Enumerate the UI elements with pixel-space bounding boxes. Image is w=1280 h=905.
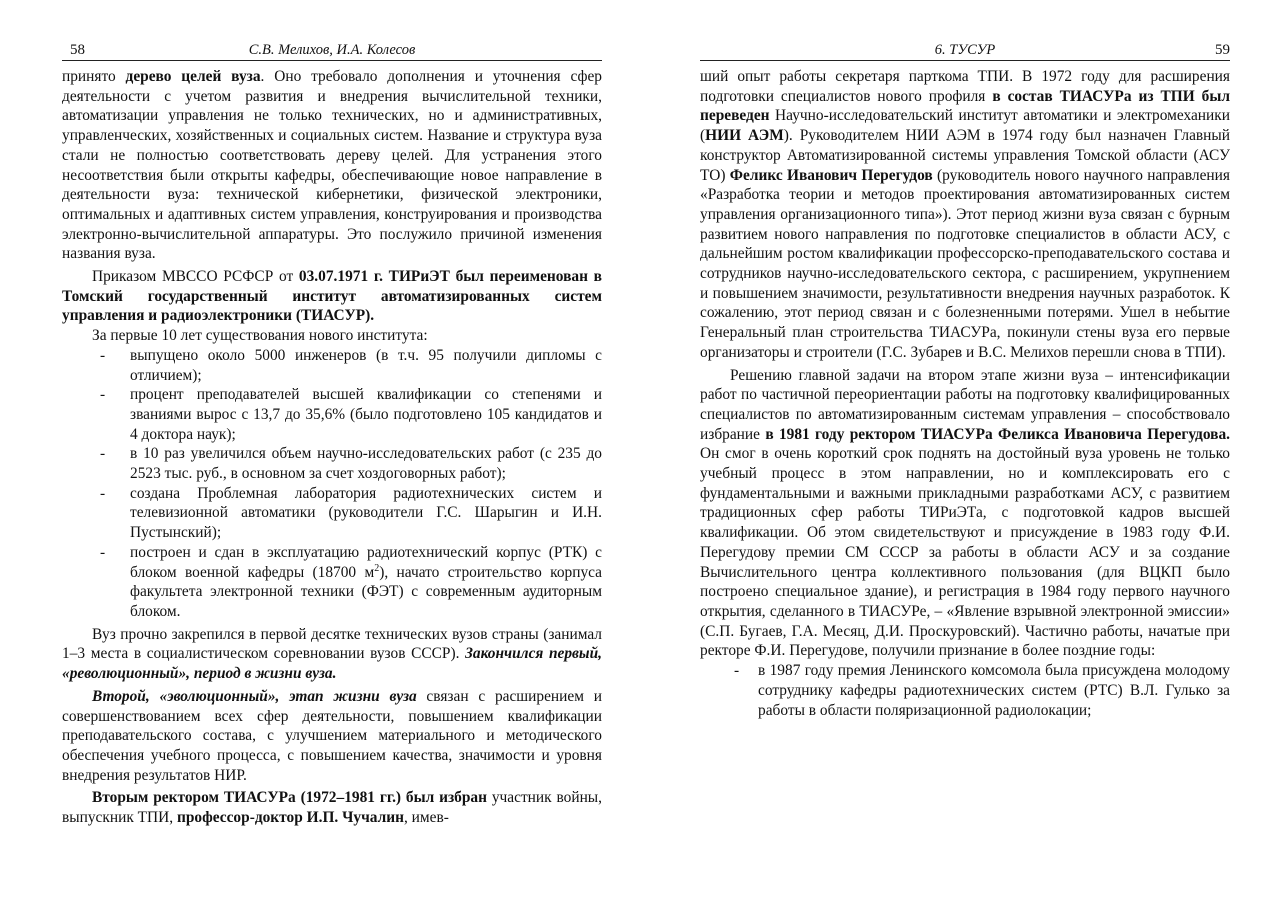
text-run: участник войны, выпускник ТПИ,	[62, 789, 602, 827]
paragraph	[700, 67, 1230, 363]
text-run: в 10 раз увеличился объем научно-исследовательских работ (с 235 до 2523 тыс. руб., в основном за счет хоздоговорных работ);	[130, 445, 602, 483]
text-run: НИИ АЭМ	[705, 127, 784, 145]
text-run: в 1981 году ректором ТИАСУРа Феликса Ивановича Перегудова.	[765, 425, 1230, 443]
right-page-body	[700, 67, 1230, 720]
page-number: 58	[70, 42, 85, 58]
text-run: Второй, «эволюционный», этап жизни вуза	[92, 687, 417, 705]
list-item	[62, 543, 602, 622]
left-page	[62, 36, 602, 828]
paragraph	[700, 366, 1230, 662]
text-run: , имев-	[403, 809, 449, 827]
text-run: связан с расширением и совершенствованием всех сфер деятельности, повышением квалификации преподавательского состава, с улучшением материального и методического обеспечения учебного процесса, с повышением качества, значимости и уровня внедрения результатов НИР.	[62, 687, 602, 784]
text-run: Приказом МВССО РСФСР от	[92, 268, 299, 286]
text-run: Вуз прочно закрепился в первой десятке технических вузов страны (занимал 1–3 места в социалистическом соревновании вузов СССР).	[62, 625, 602, 663]
text-run: ). Руководителем НИИ АЭМ в 1974 году был назначен Главный конструктор Автоматизированной системы управления Томской области (АСУ ТО)	[700, 127, 1230, 184]
paragraph	[62, 326, 602, 346]
paragraph	[62, 267, 602, 326]
list-item	[62, 484, 602, 543]
bullet-list	[700, 661, 1230, 720]
text-run: Феликс Иванович Перегудов	[729, 166, 933, 184]
text-run: принято	[62, 68, 126, 85]
left-page-body	[62, 67, 602, 828]
text-run: ший опыт работы секретаря парткома ТПИ. В 1972 году для расширения подготовки специалистов нового профиля	[700, 68, 1230, 105]
list-item	[700, 661, 1230, 720]
text-run: . Оно требовало дополнения и уточнения сфер деятельности с учетом развития и внедрения вычислительной техники, автоматизации управления не только технических, но и административных, управленческих, хозяйственных и социальных систем. Название и структура вуза стали не полностью соответствовать дереву целей. Для устранения этого несоответствия были открыты кафедры, обеспечивающие новое направление в деятельности вуза: технической кибернетики, физической электроники, оптимальных и адаптивных систем управления, конструирования и производства электронно-вычислительной аппаратуры. Это послужило причиной изменения названия вуза.	[62, 68, 602, 263]
running-head: С.В. Мелихов, И.А. Колесов	[248, 42, 416, 58]
page-number: 59	[1215, 42, 1230, 58]
text-run: Решению главной задачи на втором этапе жизни вуза – интенсификации работ по частичной переориентации работы на подготовку квалифицированных специалистов по автоматизированным системам управления – способствовало избрание	[700, 366, 1230, 443]
text-run: построен и сдан в эксплуатацию радиотехнический корпус (РТК) с блоком военной кафедры (18700 м	[130, 543, 602, 581]
text-run: Научно-исследовательский институт автоматики и электромеханики (	[700, 107, 1230, 145]
running-head: 6. ТУСУР	[934, 42, 996, 58]
text-run: Он смог в очень короткий срок поднять на достойный вуза уровень не только учебный процесс в этом направлении, но и комплексировать его с фундаментальными и важными прикладными разработками АСУ, с развитием традиционных сфер работы ТИРиЭТа, с подготовкой кадров высшей квалификации. Об этом свидетельствуют и присуждение в 1983 году Ф.И. Перегудову премии СМ СССР за работы в области АСУ и за создание Вычислительного центра коллективного пользования (для ВЦКП было построено специальное здание), и регистрация в 1984 году первого научного открытия, сделанного в ТИАСУРе, – «Явление взрывной электронной эмиссии» (С.П. Бугаев, Г.А. Месяц, Д.И. Проскуровский). Частично работы, начатые при ректоре Ф.И. Перегудове, получили признание в более поздние годы:	[700, 445, 1230, 660]
text-run: За первые 10 лет существования нового института:	[92, 327, 428, 345]
list-item	[62, 444, 602, 483]
bullet-list	[62, 346, 602, 622]
text-run: Закончился первый, «революционный», период в жизни вуза.	[62, 645, 603, 683]
superscript: 2	[374, 562, 380, 574]
text-run: (руководитель нового научного направления «Разработка теории и методов проектирования автоматизированных систем управления организационного типа»). Этот период жизни вуза связан с бурным развитием нового направления по подготовке специалистов в области АСУ, с дальнейшим ростом квалификации профессорско-преподавательского состава и сотрудников научно-исследовательского сектора, с расширением, укрупнением и повышением значимости, результативности внедрения научных разработок. К сожалению, этот период связан и с болезненными потерями. Ушел в небытие Генеральный план строительства ТИАСУРа, покинули стены вуза его первые организаторы и строители (Г.С. Зубарев и В.С. Мелихов перешли снова в ТПИ).	[700, 166, 1230, 361]
text-run: в состав ТИАСУРа из ТПИ был переведен	[700, 87, 1230, 125]
text-run: в 1987 году премия Ленинского комсомола была присуждена молодому сотруднику кафедры радиотехнических систем (РТС) В.Л. Гулько за работы в области поляризационной радиолокации;	[758, 662, 1230, 719]
list-item	[62, 385, 602, 444]
paragraph	[62, 788, 602, 827]
paragraph	[62, 687, 602, 786]
text-run: выпущено около 5000 инженеров (в т.ч. 95 получили дипломы с отличием);	[130, 346, 602, 384]
paragraph	[62, 625, 602, 684]
right-page-header	[700, 36, 1230, 61]
text-run: процент преподавателей высшей квалификации со степенями и званиями вырос с 13,7 до 35,6% (было подготовлено 105 кандидатов и 4 доктора наук);	[130, 386, 602, 443]
text-run: дерево целей вуза	[125, 68, 261, 85]
text-run: профессор-доктор И.П. Чучалин	[176, 809, 404, 827]
text-run: ), начато строительство корпуса факультета электронной техники (ФЭТ) с современным аудиторным блоком.	[130, 563, 602, 620]
left-page-header	[62, 36, 602, 61]
right-page	[700, 36, 1230, 720]
text-run: создана Проблемная лаборатория радиотехнических систем и телевизионной автоматики (руководители Г.С. Шарыгин и И.Н. Пустынский);	[130, 484, 602, 542]
paragraph	[62, 67, 602, 264]
text-run: 03.07.1971 г. ТИРиЭТ был переименован в Томский государственный институт автоматизированных систем управления и радиоэлектроники (ТИАСУР).	[62, 268, 602, 325]
text-run: Вторым ректором ТИАСУРа (1972–1981 гг.) был избран	[92, 789, 487, 807]
list-item	[62, 346, 602, 385]
